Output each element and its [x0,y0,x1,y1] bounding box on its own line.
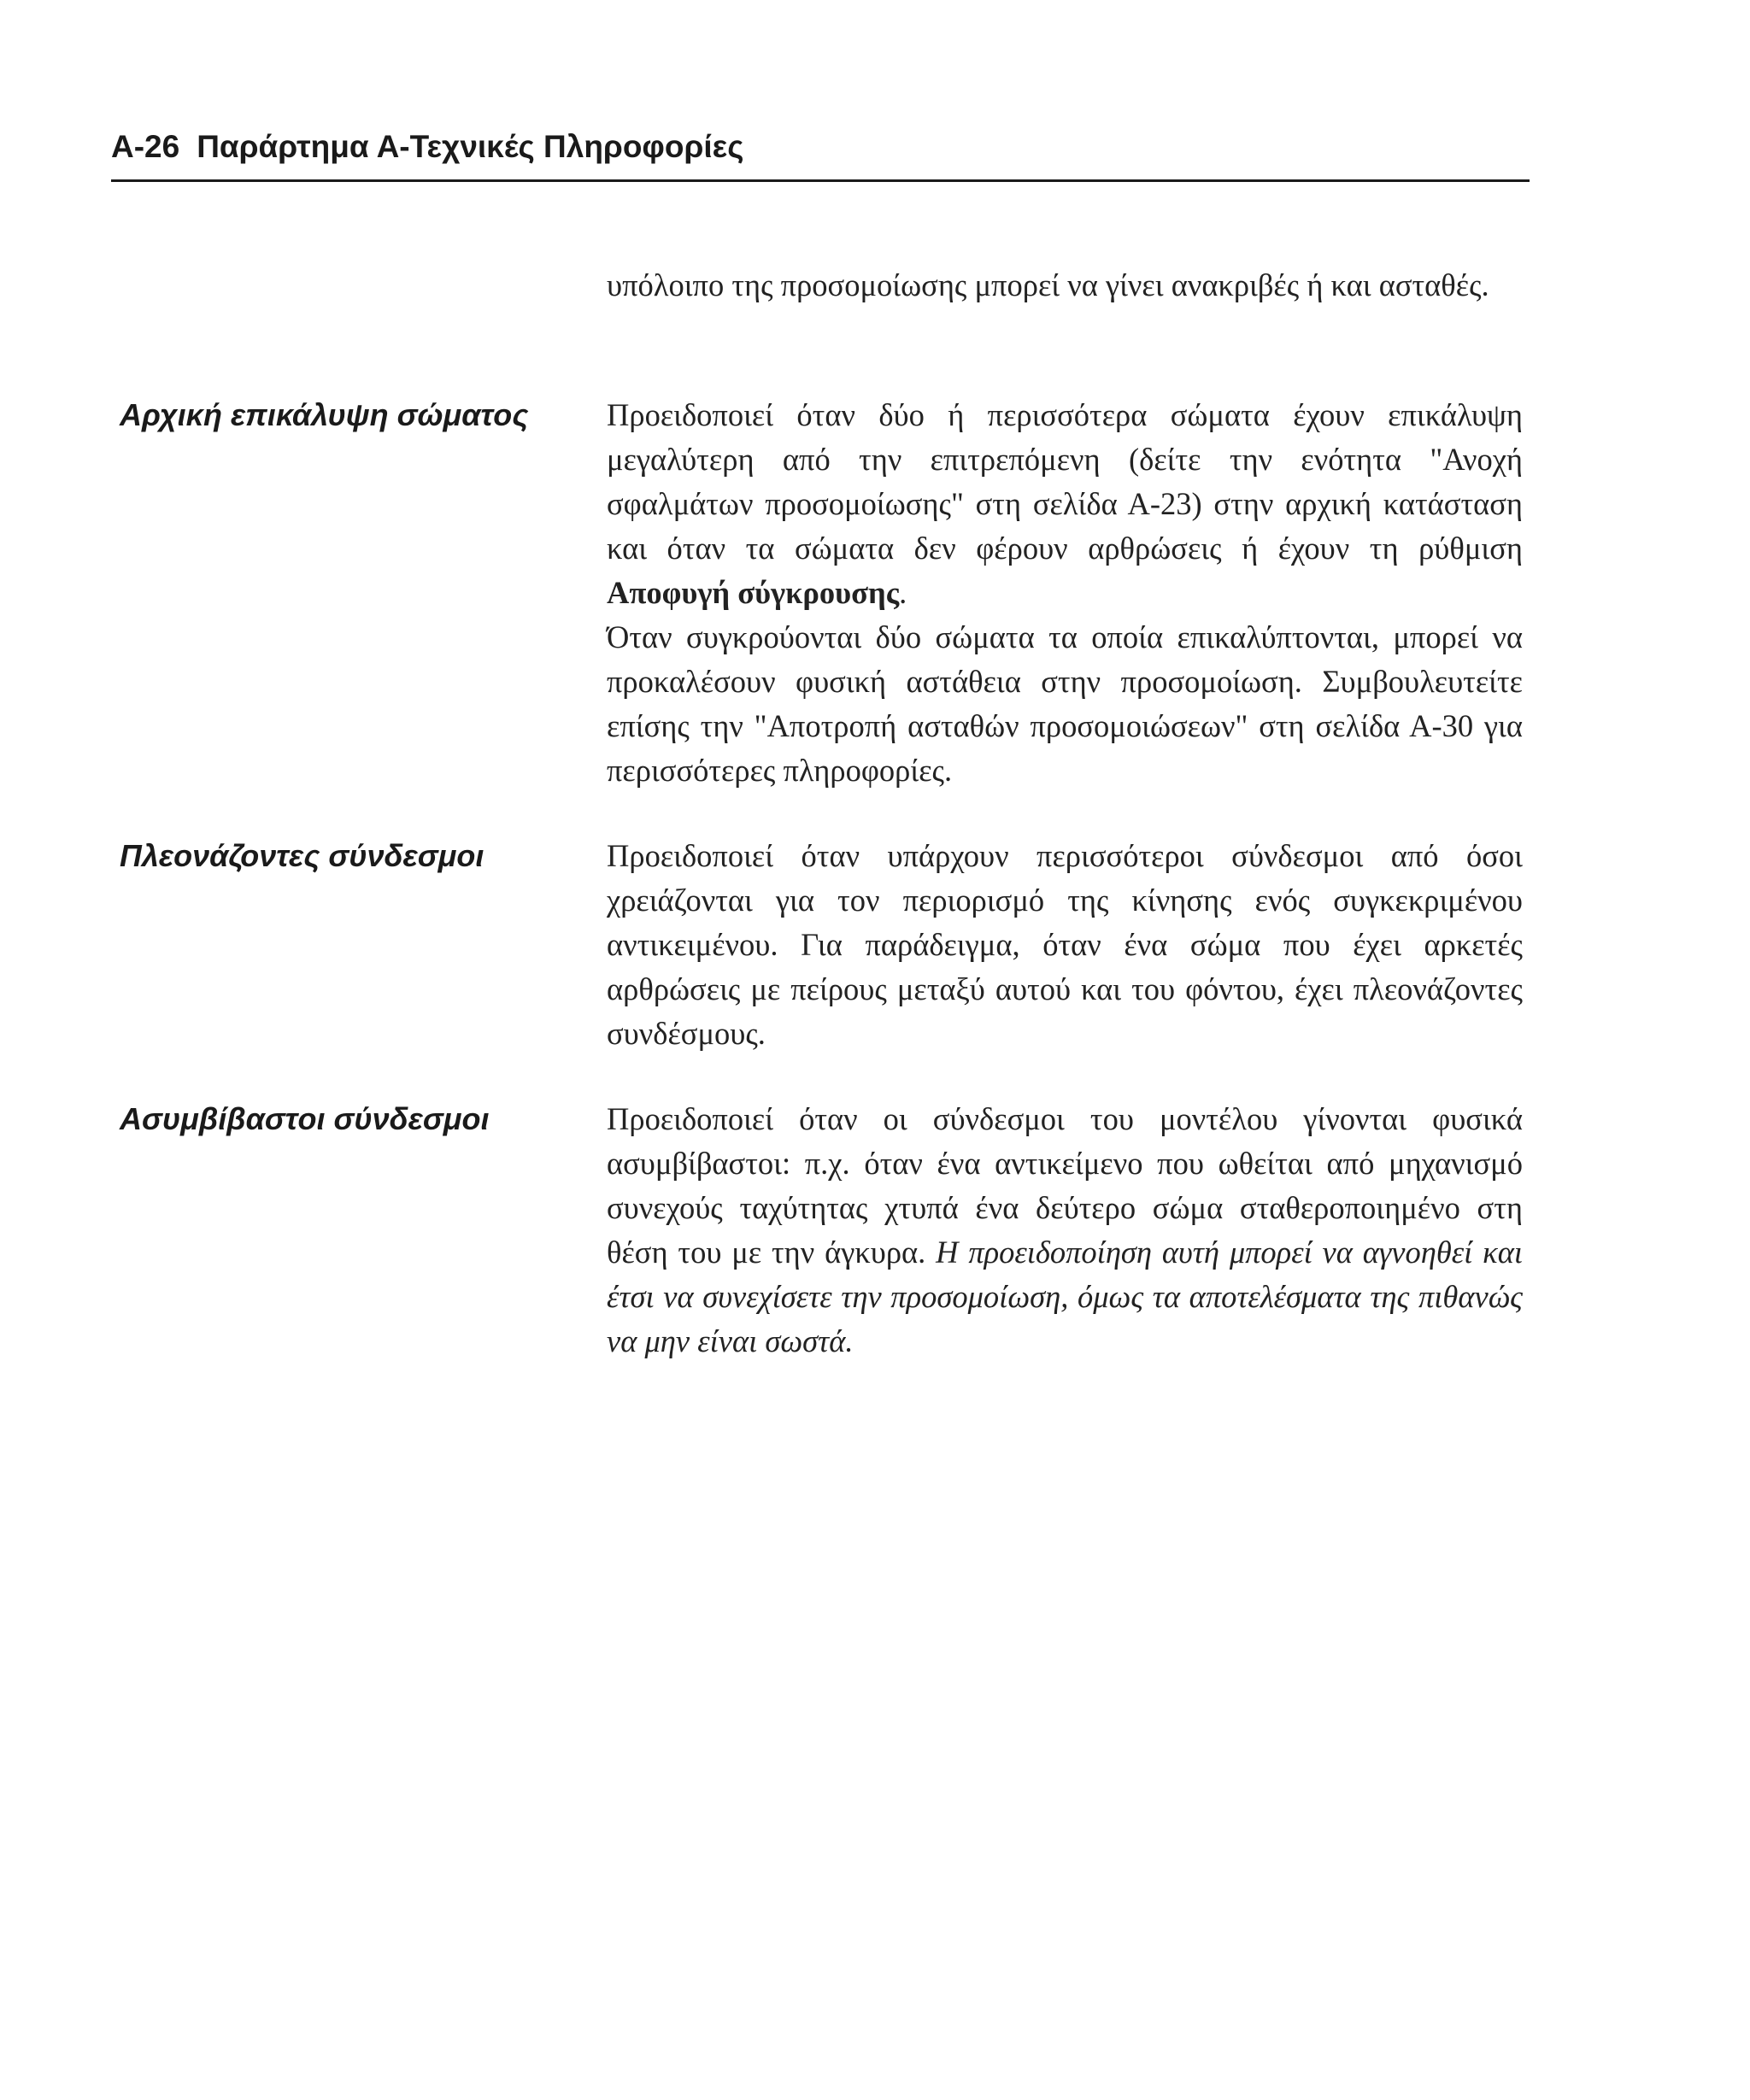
page-number: A-26 [111,129,180,164]
definition-paragraph [607,393,1523,615]
term-conflicting-constraints: Ασυμβίβαστοι σύνδεσμοι [120,1101,490,1136]
continuation-text: υπόλοιπο της προσομοίωσης μπορεί να γίνει ανακριβές ή και ασταθές. [607,267,1489,302]
running-header-title: Παράρτημα Α-Τεχνικές Πληροφορίες [197,129,744,164]
definition-text: . [899,575,907,610]
definition-conflicting-constraints [607,1097,1523,1364]
italic-note: Η προειδοποίηση αυτή μπορεί να αγνοηθεί και έτσι να συνεχίσετε την προσομοίωση, όμως τα αποτελέσματα της πιθανώς να μην είναι σωστά. [607,1235,1523,1358]
header-rule [111,179,1530,182]
definition-initial-overlap [607,393,1523,793]
term-initial-overlap: Αρχική επικάλυψη σώματος [120,397,529,432]
definition-paragraph: Όταν συγκρούονται δύο σώματα τα οποία επικαλύπτονται, μπορεί να προκαλέσουν φυσική αστάθεια στην προσομοίωση. Συμβουλευτείτε επίσης την "Αποτροπή ασταθών προσομοιώσεων" στη σελίδα Α-30 για περισσότερες πληροφορίες. [607,619,1523,788]
definition-text: Προειδοποιεί όταν οι σύνδεσμοι του μοντέλου γίνονται φυσικά ασυμβίβαστοι: π.χ. όταν ένα αντικείμενο που ωθείται από μηχανισμό συνεχούς ταχύτητας χτυπά ένα δεύτερο σώμα σταθεροποιημένο στη θέση του με την άγκυρα. [607,1101,1523,1270]
bold-setting-name: Αποφυγή σύγκρουσης [607,575,900,610]
definition-text: Προειδοποιεί όταν δύο ή περισσότερα σώματα έχουν επικάλυψη μεγαλύτερη από την επιτρεπόμενη (δείτε την ενότητα "Ανοχή σφαλμάτων προσομοίωσης" στη σελίδα Α-23) στην αρχική κατάσταση και όταν τα σώματα δεν φέρουν αρθρώσεις ή έχουν τη ρύθμιση [607,397,1523,566]
definition-paragraph: Προειδοποιεί όταν υπάρχουν περισσότεροι σύνδεσμοι από όσοι χρειάζονται για τον περιορισμό της κίνησης ενός συγκεκριμένου αντικειμένου. Για παράδειγμα, όταν ένα σώμα που έχει αρκετές αρθρώσεις με πείρους μεταξύ αυτού και του φόντου, έχει πλεονάζοντες συνδέσμους. [607,838,1523,1051]
running-header [111,126,1530,167]
definition-paragraph [607,1097,1523,1364]
definition-redundant-constraints [607,834,1523,1056]
continuation-paragraph [607,263,1523,308]
term-redundant-constraints: Πλεονάζοντες σύνδεσμοι [120,838,484,873]
